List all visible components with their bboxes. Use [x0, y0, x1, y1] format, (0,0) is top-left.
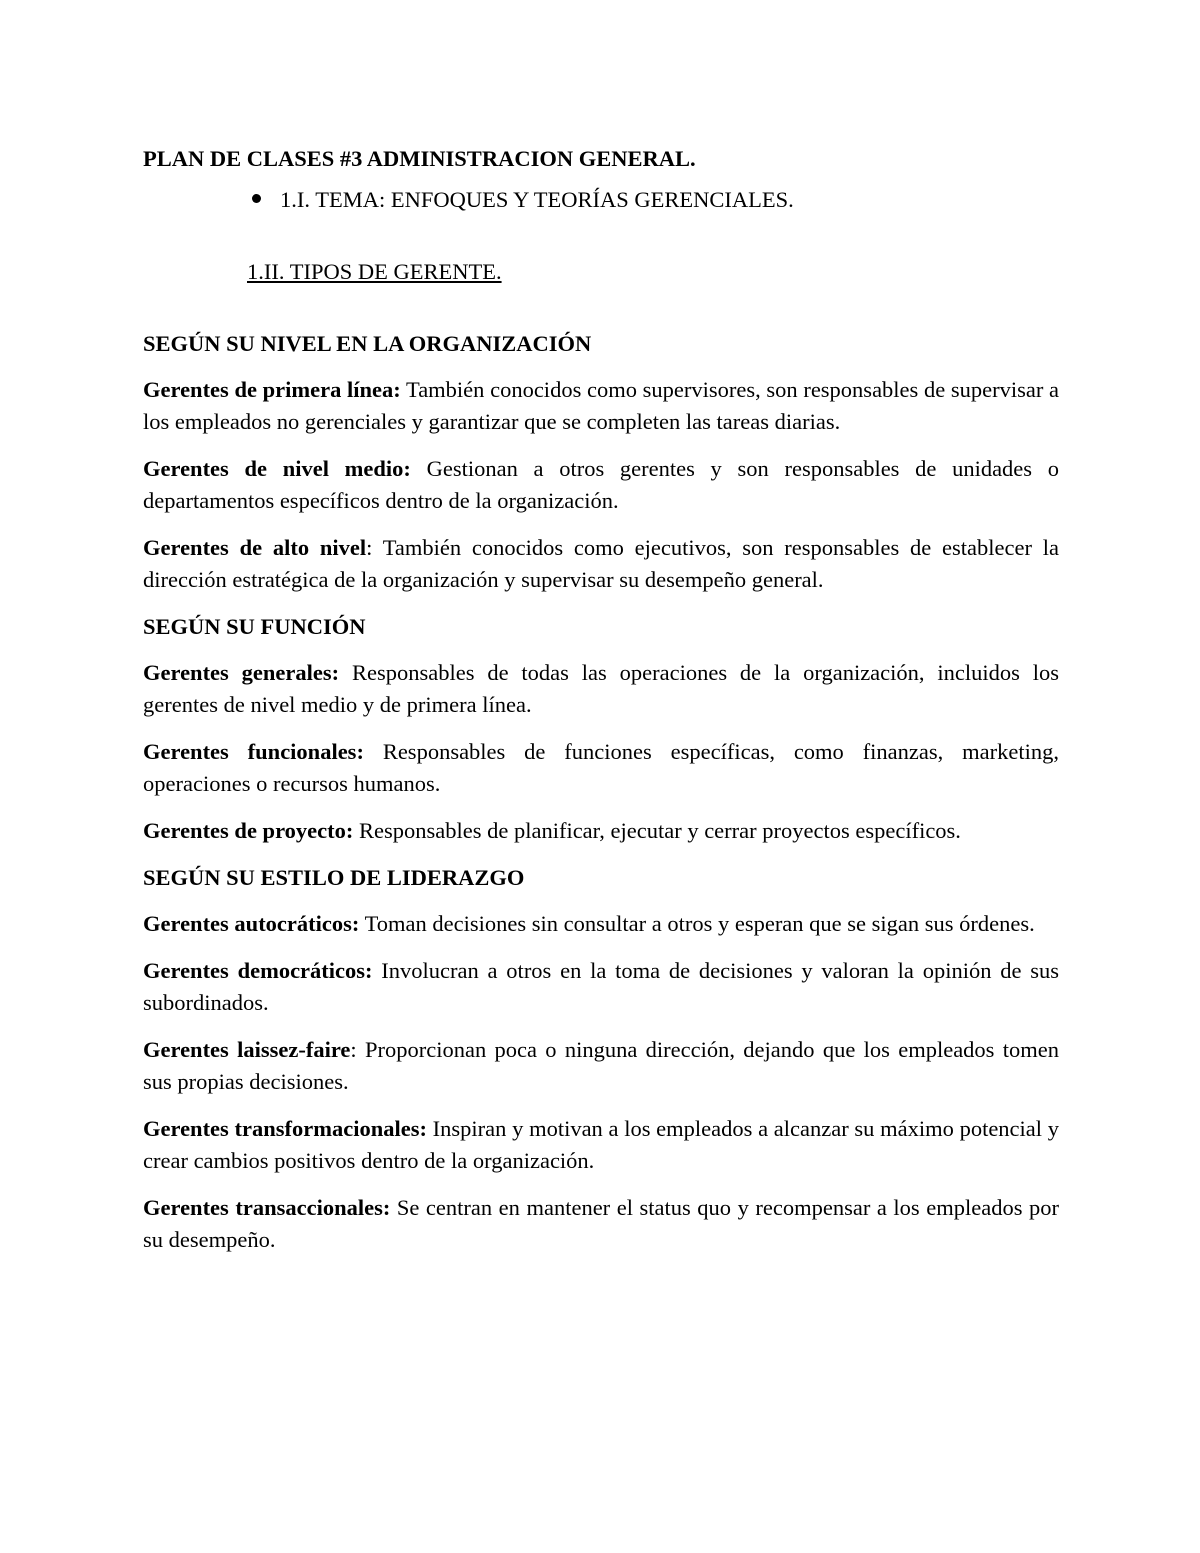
definition-term: Gerentes transformacionales: — [143, 1116, 427, 1141]
definition-text: Responsables de todas las operaciones de la organización, incluidos los gerentes de nivel medio y de primera línea. — [143, 660, 1059, 717]
definition-paragraph — [143, 955, 1059, 1019]
definition-paragraph — [143, 1192, 1059, 1256]
definition-text: : Proporcionan poca o ninguna dirección, dejando que los empleados tomen sus propias decisiones. — [143, 1037, 1059, 1094]
definition-paragraph — [143, 1113, 1059, 1177]
section-heading: SEGÚN SU NIVEL EN LA ORGANIZACIÓN — [143, 331, 592, 356]
definition-paragraph — [143, 453, 1059, 517]
topic-text: 1.I. TEMA: ENFOQUES Y TEORÍAS GERENCIALES. — [280, 187, 794, 212]
definition-term: Gerentes transaccionales: — [143, 1195, 391, 1220]
topic-bullet-item — [280, 181, 1059, 248]
definition-term: Gerentes funcionales: — [143, 739, 364, 764]
definition-paragraph — [143, 736, 1059, 800]
section-funcion — [143, 611, 1059, 847]
definition-term: Gerentes de alto nivel — [143, 535, 367, 560]
definition-text: Inspiran y motivan a los empleados a alcanzar su máximo potencial y crear cambios positivos dentro de la organización. — [143, 1116, 1059, 1173]
definition-term: Gerentes laissez-faire — [143, 1037, 351, 1062]
definition-text: También conocidos como supervisores, son responsables de supervisar a los empleados no gerenciales y garantizar que se completen las tareas diarias. — [143, 377, 1059, 434]
definition-text: : También conocidos como ejecutivos, son responsables de establecer la dirección estratégica de la organización y supervisar su desempeño general. — [143, 535, 1059, 592]
definition-paragraph — [143, 908, 1059, 940]
definition-paragraph — [143, 657, 1059, 721]
bullet-icon — [252, 194, 261, 203]
definition-text: Se centran en mantener el status quo y recompensar a los empleados por su desempeño. — [143, 1195, 1059, 1252]
definition-term: Gerentes de proyecto: — [143, 818, 354, 843]
definition-term: Gerentes de nivel medio: — [143, 456, 411, 481]
subtopic-heading: 1.II. TIPOS DE GERENTE. — [247, 259, 502, 284]
definition-term: Gerentes de primera línea: — [143, 377, 401, 402]
section-heading: SEGÚN SU ESTILO DE LIDERAZGO — [143, 865, 525, 890]
definition-paragraph — [143, 815, 1059, 847]
section-estilo — [143, 862, 1059, 1256]
document-body — [143, 141, 1059, 1271]
definition-term: Gerentes generales: — [143, 660, 340, 685]
definition-text: Toman decisiones sin consultar a otros y esperan que se sigan sus órdenes. — [359, 911, 1035, 936]
section-nivel — [143, 328, 1059, 596]
definition-text: Involucran a otros en la toma de decisiones y valoran la opinión de sus subordinados. — [143, 958, 1060, 1015]
document-title: PLAN DE CLASES #3 ADMINISTRACION GENERAL. — [143, 146, 696, 171]
definition-text: Gestionan a otros gerentes y son responsables de unidades o departamentos específicos dentro de la organización. — [143, 456, 1059, 513]
definition-paragraph — [143, 532, 1059, 596]
section-heading: SEGÚN SU FUNCIÓN — [143, 614, 366, 639]
definition-term: Gerentes democráticos: — [143, 958, 373, 983]
definition-text: Responsables de funciones específicas, como finanzas, marketing, operaciones o recursos humanos. — [143, 739, 1059, 796]
definition-paragraph — [143, 1034, 1059, 1098]
definition-paragraph — [143, 374, 1059, 438]
definition-text: Responsables de planificar, ejecutar y cerrar proyectos específicos. — [353, 818, 961, 843]
definition-term: Gerentes autocráticos: — [143, 911, 360, 936]
